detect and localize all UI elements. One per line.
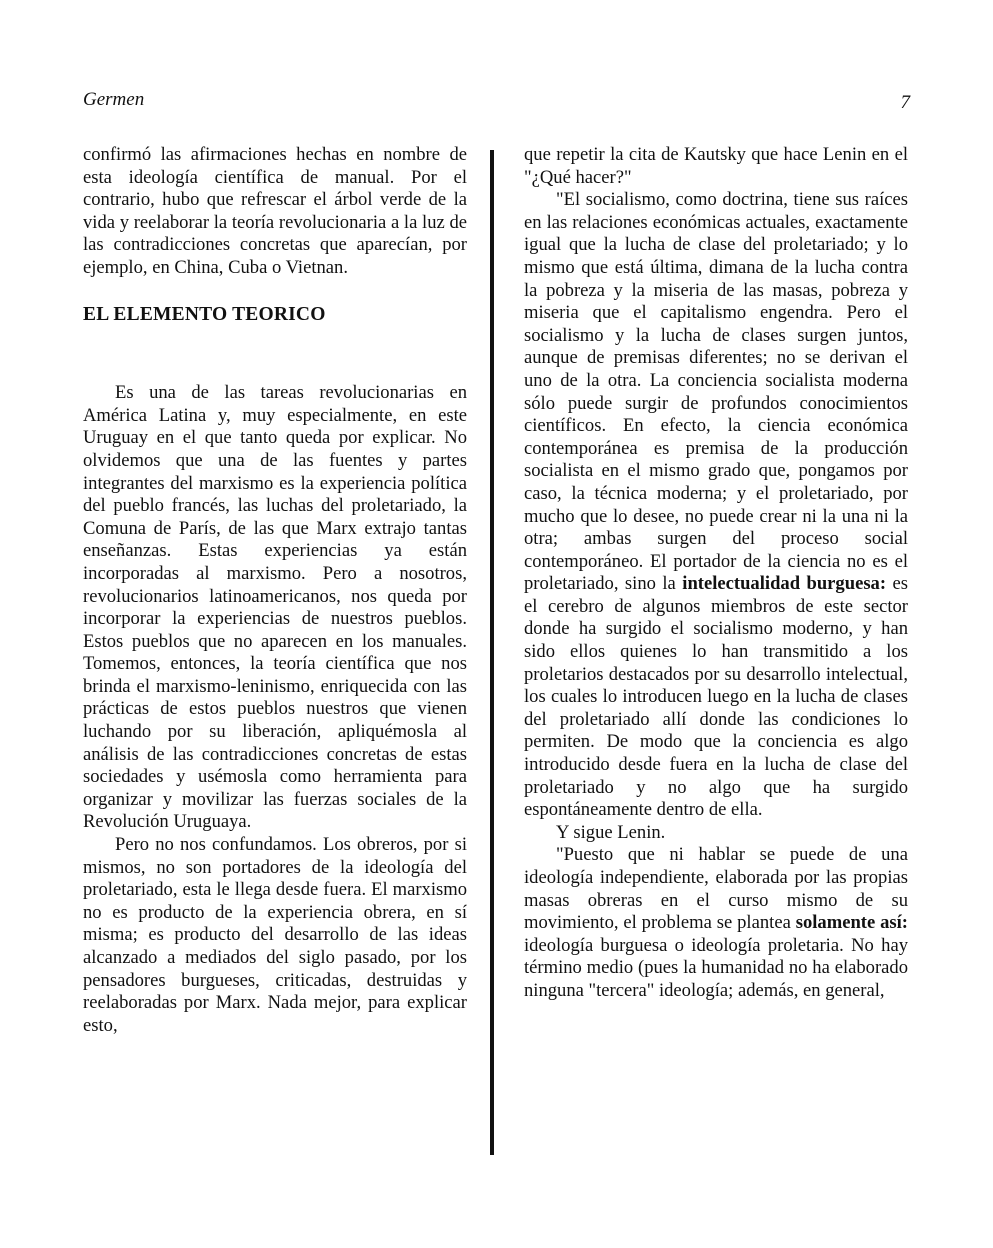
left-column: [83, 144, 467, 1037]
column-divider: [490, 150, 494, 1155]
right-paragraph-1: que repetir la cita de Kautsky que hace Lenin en el "¿Qué hacer?": [524, 144, 908, 188]
left-paragraph-2: Es una de las tareas revolucionarias en América Latina y, muy especialmente, en este Uruguay en el que tanto queda por explicar. No olvidemos que una de las fuentes y partes integrantes del marxismo es la experiencia política del pueblo francés, las luchas del proletariado, la Comuna de París, de las que Marx extrajo tantas enseñanzas. Estas experiencias ya están incorporadas al marxismo. Pero a nosotros, revolucionarios latinoamericanos, nos queda por incorporar la experiencias de nuestros pueblos. Estos pueblos que no aparecen en los manuales. Tomemos, entonces, la teoría científica que nos brinda el marxismo-leninismo, enriquecida con las prácticas de estos pueblos nuestros que vienen luchando por su liberación, apliquémosla al análisis de las contradicciones concretas de estas sociedades y usémosla como herramienta para organizar y movilizar las fuerzas sociales de la Revolución Uruguaya.: [83, 382, 467, 833]
right-paragraph-4-text-a: "Puesto que ni hablar se puede de una ideología independiente, elaborada por las propias masas obreras en el curso mismo de su movimiento, el problema se plantea: [524, 844, 908, 934]
right-paragraph-4-text-b: ideología burguesa o ideología proletaria. No hay término medio (pues la humanidad no ha elaborado ninguna "tercera" ideología; además, en general,: [524, 934, 908, 1001]
right-paragraph-3: Y sigue Lenin.: [556, 821, 666, 843]
right-paragraph-2-text-a: "El socialismo, como doctrina, tiene sus raíces en las relaciones económicas actuales, exactamente igual que la lucha de clase del proletariado; y lo mismo que está última, dimana de la lucha contra la pobreza y la miseria de las masas, pobreza y miseria que el capitalismo engendra. Pero el socialismo y la lucha de clases surgen juntos, aunque de premisas diferentes; no se derivan el uno de la otra. La conciencia socialista moderna sólo puede surgir de profundos conocimientos científicos. En efecto, la ciencia económica contemporánea es premisa de la producción socialista en el mismo grado que, pongamos por caso, la técnica moderna; y el proletariado, por mucho que lo desee, no puede crear ni la una ni la otra; ambas surgen del proceso social contemporáneo. El portador de la ciencia no es el proletariado, sino la: [524, 189, 908, 595]
emphasis-solamente-asi: solamente así:: [795, 912, 908, 934]
page-number: 7: [900, 92, 910, 113]
right-paragraph-4: [524, 844, 908, 1002]
section-heading: EL ELEMENTO TEORICO: [83, 303, 326, 325]
right-column: [524, 144, 908, 1003]
left-paragraph-1: confirmó las afirmaciones hechas en nombre de esta ideología científica de manual. Por el contrario, hubo que refrescar el árbol verde de la vida y reelaborar la teoría revolucionaria a la luz de las contradicciones concretas que aparecían, por ejemplo, en China, Cuba o Vietnan.: [83, 144, 467, 278]
right-paragraph-2: [524, 189, 908, 822]
emphasis-intelectualidad-burguesa: intelectualidad burguesa:: [682, 573, 887, 595]
left-paragraph-3: Pero no nos confundamos. Los obreros, por si mismos, no son portadores de la ideología del proletariado, esta le llega desde fuera. El marxismo no es producto de la experiencia obrera, en sí misma; es producto del desarrollo de las ideas alcanzado a mediados del siglo pasado, por los pensadores burgueses, criticadas, destruidas y reelaboradas por Marx. Nada mejor, para explicar esto,: [83, 834, 467, 1036]
right-paragraph-2-text-b: es el cerebro de algunos miembros de este sector donde ha surgido el socialismo moderno, y han sido ellos quienes lo han transmitido a los proletarios destacados por su desarrollo intelectual, los cuales lo introducen luego en la lucha de clases del proletariado allí donde las condiciones lo permiten. De modo que la conciencia es algo introducido desde fuera en la lucha de clase del proletariado y no algo que ha surgido espontáneamente dentro de ella.: [524, 573, 909, 821]
running-head: Germen: [83, 89, 145, 110]
